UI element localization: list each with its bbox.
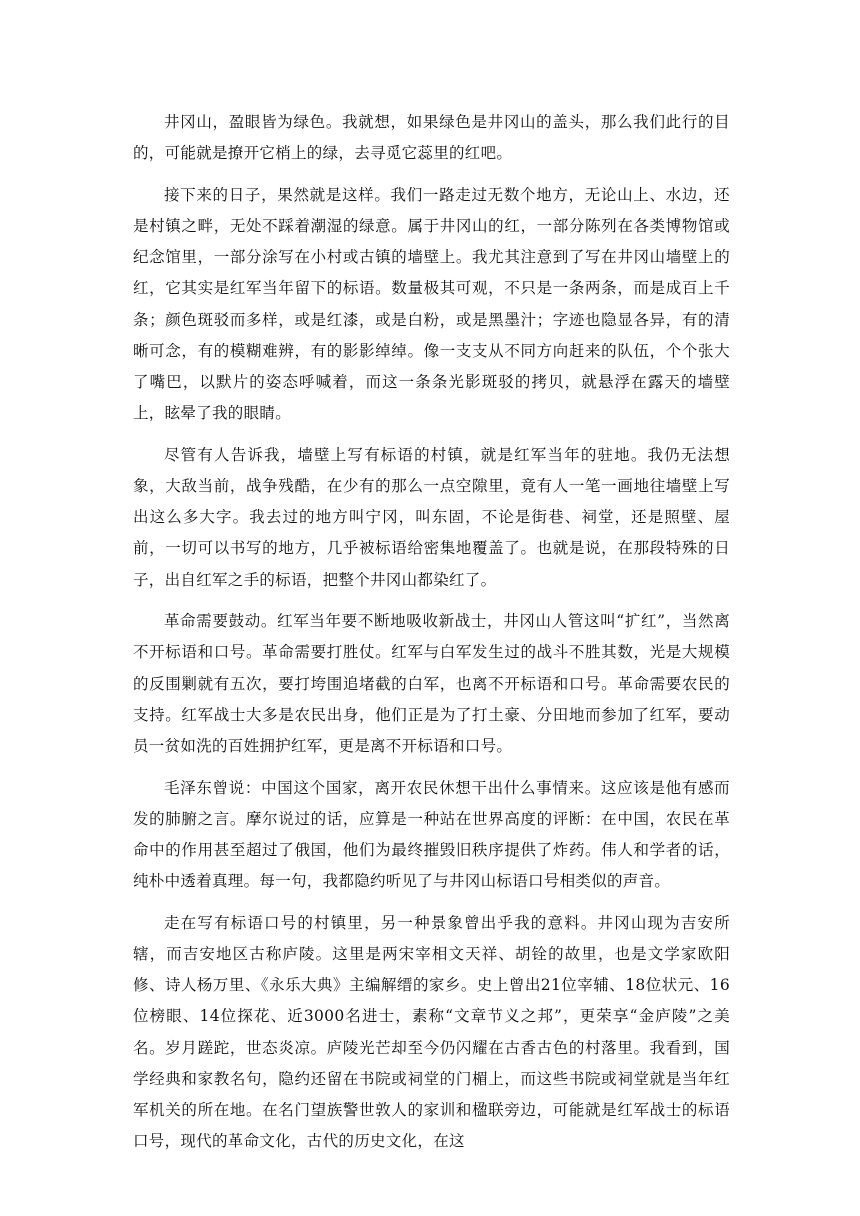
paragraph-3: 尽管有人告诉我，墙壁上写有标语的村镇，就是红军当年的驻地。我仍无法想象，大敌当前，战争残酷，在少有的那么一点空隙里，竟有人一笔一画地往墙壁上写出这么多大字。我去过的地方叫宁冈，叫东固，不论是街巷、祠堂，还是照壁、屋前，一切可以书写的地方，几乎被标语给密集地覆盖了。也就是说，在那段特殊的日子，出自红军之手的标语，把整个井冈山都染红了。 xyxy=(133,445,730,589)
paragraph-4: 革命需要鼓动。红军当年要不断地吸收新战士，井冈山人管这叫“扩红”，当然离不开标语和口号。革命需要打胜仗。红军与白军发生过的战斗不胜其数，光是大规模的反围剿就有五次，要打垮围追堵截的白军，也离不开标语和口号。革命需要农民的支持。红军战士大多是农民出身，他们正是为了打土豪、分田地而参加了红军，要动员一贫如洗的百姓拥护红军，更是离不开标语和口号。 xyxy=(133,612,730,756)
paragraph-5: 毛泽东曾说：中国这个国家，离开农民休想干出什么事情来。这应该是他有感而发的肺腑之言。摩尔说过的话，应算是一种站在世界高度的评断：在中国，农民在革命中的作用甚至超过了俄国，他们为最终摧毁旧秩序提供了炸药。伟人和学者的话，纯朴中透着真理。每一句，我都隐约听见了与井冈山标语口号相类似的声音。 xyxy=(133,778,730,891)
paragraph-1: 井冈山，盈眼皆为绿色。我就想，如果绿色是井冈山的盖头，那么我们此行的目的，可能就是撩开它梢上的绿，去寻觅它蕊里的红吧。 xyxy=(133,113,730,163)
article-body xyxy=(133,107,730,1168)
paragraph-6: 走在写有标语口号的村镇里，另一种景象曾出乎我的意料。井冈山现为吉安所辖，而吉安地区古称庐陵。这里是两宋宰相文天祥、胡铨的故里，也是文学家欧阳修、诗人杨万里、《永乐大典》主编解缙的家乡。史上曾出21位宰辅、18位状元、16位榜眼、14位探花、近3000名进士，素称“文章节义之邦”，更荣享“金庐陵”之美名。岁月蹉跎，世态炎凉。庐陵光芒却至今仍闪耀在古香古色的村落里。我看到，国学经典和家教名句，隐约还留在书院或祠堂的门楣上，而这些书院或祠堂就是当年红军机关的所在地。在名门望族警世敦人的家训和楹联旁边，可能就是红军战士的标语口号，现代的革命文化，古代的历史文化，在这 xyxy=(133,913,730,1151)
paragraph-2: 接下来的日子，果然就是这样。我们一路走过无数个地方，无论山上、水边，还是村镇之畔，无处不踩着潮湿的绿意。属于井冈山的红，一部分陈列在各类博物馆或纪念馆里，一部分涂写在小村或古镇的墙壁上。我尤其注意到了写在井冈山墙壁上的红，它其实是红军当年留下的标语。数量极其可观，不只是一条两条，而是成百上千条；颜色斑驳而多样，或是红漆，或是白粉，或是黑墨汁；字迹也隐显各异，有的清晰可念，有的模糊难辨，有的影影绰绰。像一支支从不同方向赶来的队伍，个个张大了嘴巴，以默片的姿态呼喊着，而这一条条光影斑驳的拷贝，就悬浮在露天的墙壁上，眩晕了我的眼睛。 xyxy=(133,185,730,423)
